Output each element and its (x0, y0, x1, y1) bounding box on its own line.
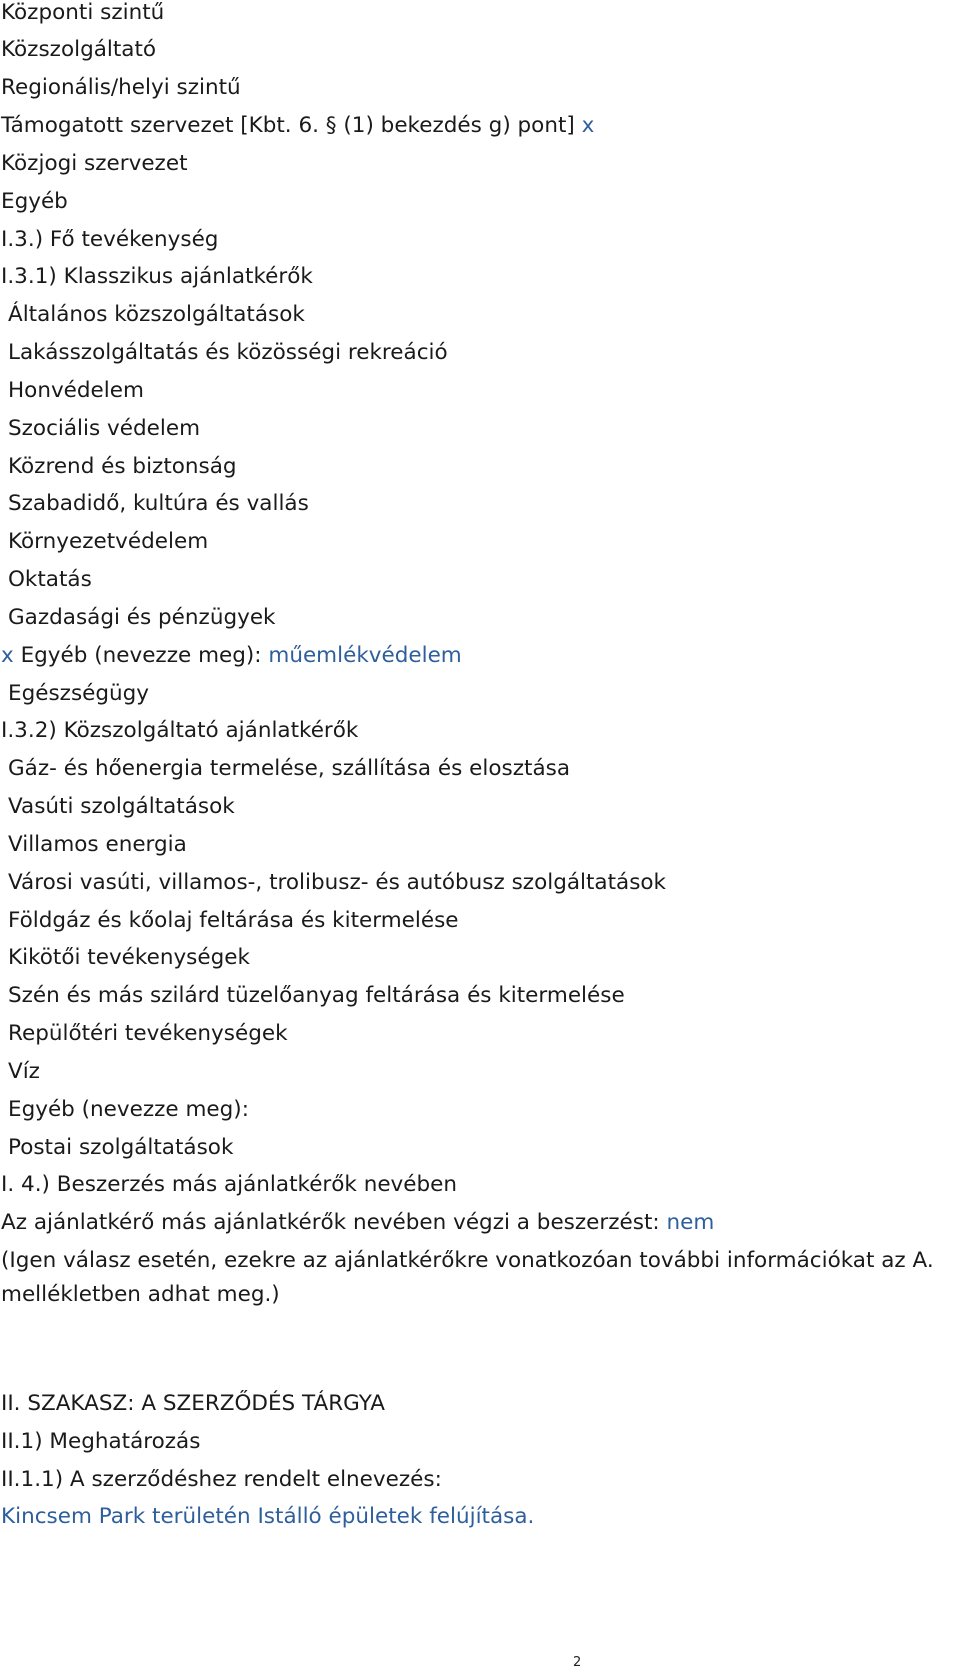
heading-elnevezes: II.1.1) A szerződéshez rendelt elnevezés: (1, 1467, 442, 1492)
utility-item: Víz (8, 1059, 40, 1084)
other-value: műemlékvédelem (268, 643, 462, 668)
line-regionalis: Regionális/helyi szintű (1, 75, 241, 100)
tamogatott-mark: x (581, 113, 595, 138)
beszerzes-value: nem (666, 1210, 715, 1235)
classic-item: Gazdasági és pénzügyek (8, 605, 276, 630)
utility-item: Villamos energia (8, 832, 187, 857)
heading-meghatarozas: II.1) Meghatározás (1, 1429, 201, 1454)
utility-item: Postai szolgáltatások (8, 1135, 234, 1160)
utility-item: Gáz- és hőenergia termelése, szállítása és elosztása (8, 756, 571, 781)
utility-item: Városi vasúti, villamos-, trolibusz- és autóbusz szolgáltatások (8, 870, 667, 895)
classic-item: Általános közszolgáltatások (8, 302, 305, 327)
utility-item: Kikötői tevékenységek (8, 945, 250, 970)
utility-item: Földgáz és kőolaj feltárása és kitermelése (8, 908, 459, 933)
classic-item: Lakásszolgáltatás és közösségi rekreáció (8, 340, 448, 365)
tamogatott-label: Támogatott szervezet [Kbt. 6. § (1) bekezdés g) pont] (1, 113, 575, 138)
classic-item: Közrend és biztonság (8, 454, 237, 479)
line-kozszolgaltato: Közszolgáltató (1, 37, 157, 62)
line-kozjogi: Közjogi szervezet (1, 151, 188, 176)
note-line-1: (Igen válasz esetén, ezekre az ajánlatkérőkre vonatkozóan további információkat az A. (1, 1248, 934, 1273)
classic-item: Oktatás (8, 567, 92, 592)
note-line-2: mellékletben adhat meg.) (1, 1282, 280, 1307)
heading-kozszolgaltato: I.3.2) Közszolgáltató ajánlatkérők (1, 718, 359, 743)
classic-item-other (1, 643, 462, 669)
classic-item: Szabadidő, kultúra és vallás (8, 491, 309, 516)
other-label: Egyéb (nevezze meg): (20, 643, 262, 668)
contract-title: Kincsem Park területén Istálló épületek felújítása. (1, 1504, 535, 1529)
beszerzes-label: Az ajánlatkérő más ajánlatkérők nevében végzi a beszerzést: (1, 1210, 660, 1235)
other-mark: x (1, 643, 14, 668)
heading-szakasz-ii: II. SZAKASZ: A SZERZŐDÉS TÁRGYA (1, 1391, 385, 1416)
classic-item: Környezetvédelem (8, 529, 209, 554)
line-egyeb: Egyéb (1, 189, 68, 214)
classic-item: Egészségügy (8, 681, 150, 706)
line-tamogatott-szervezet (1, 113, 594, 139)
line-kozponti-szintu: Központi szintű (1, 0, 165, 25)
utility-item: Szén és más szilárd tüzelőanyag feltárása és kitermelése (8, 983, 625, 1008)
heading-fo-tevekenyseg: I.3.) Fő tevékenység (1, 227, 219, 252)
heading-klasszikus: I.3.1) Klasszikus ajánlatkérők (1, 264, 313, 289)
heading-beszerzes: I. 4.) Beszerzés más ajánlatkérők nevében (1, 1172, 458, 1197)
utility-item: Egyéb (nevezze meg): (8, 1097, 249, 1122)
page-number: 2 (573, 1655, 582, 1670)
classic-item: Honvédelem (8, 378, 144, 403)
utility-item: Repülőtéri tevékenységek (8, 1021, 288, 1046)
utility-item: Vasúti szolgáltatások (8, 794, 235, 819)
line-beszerzes-question (1, 1210, 714, 1236)
classic-item: Szociális védelem (8, 416, 201, 441)
